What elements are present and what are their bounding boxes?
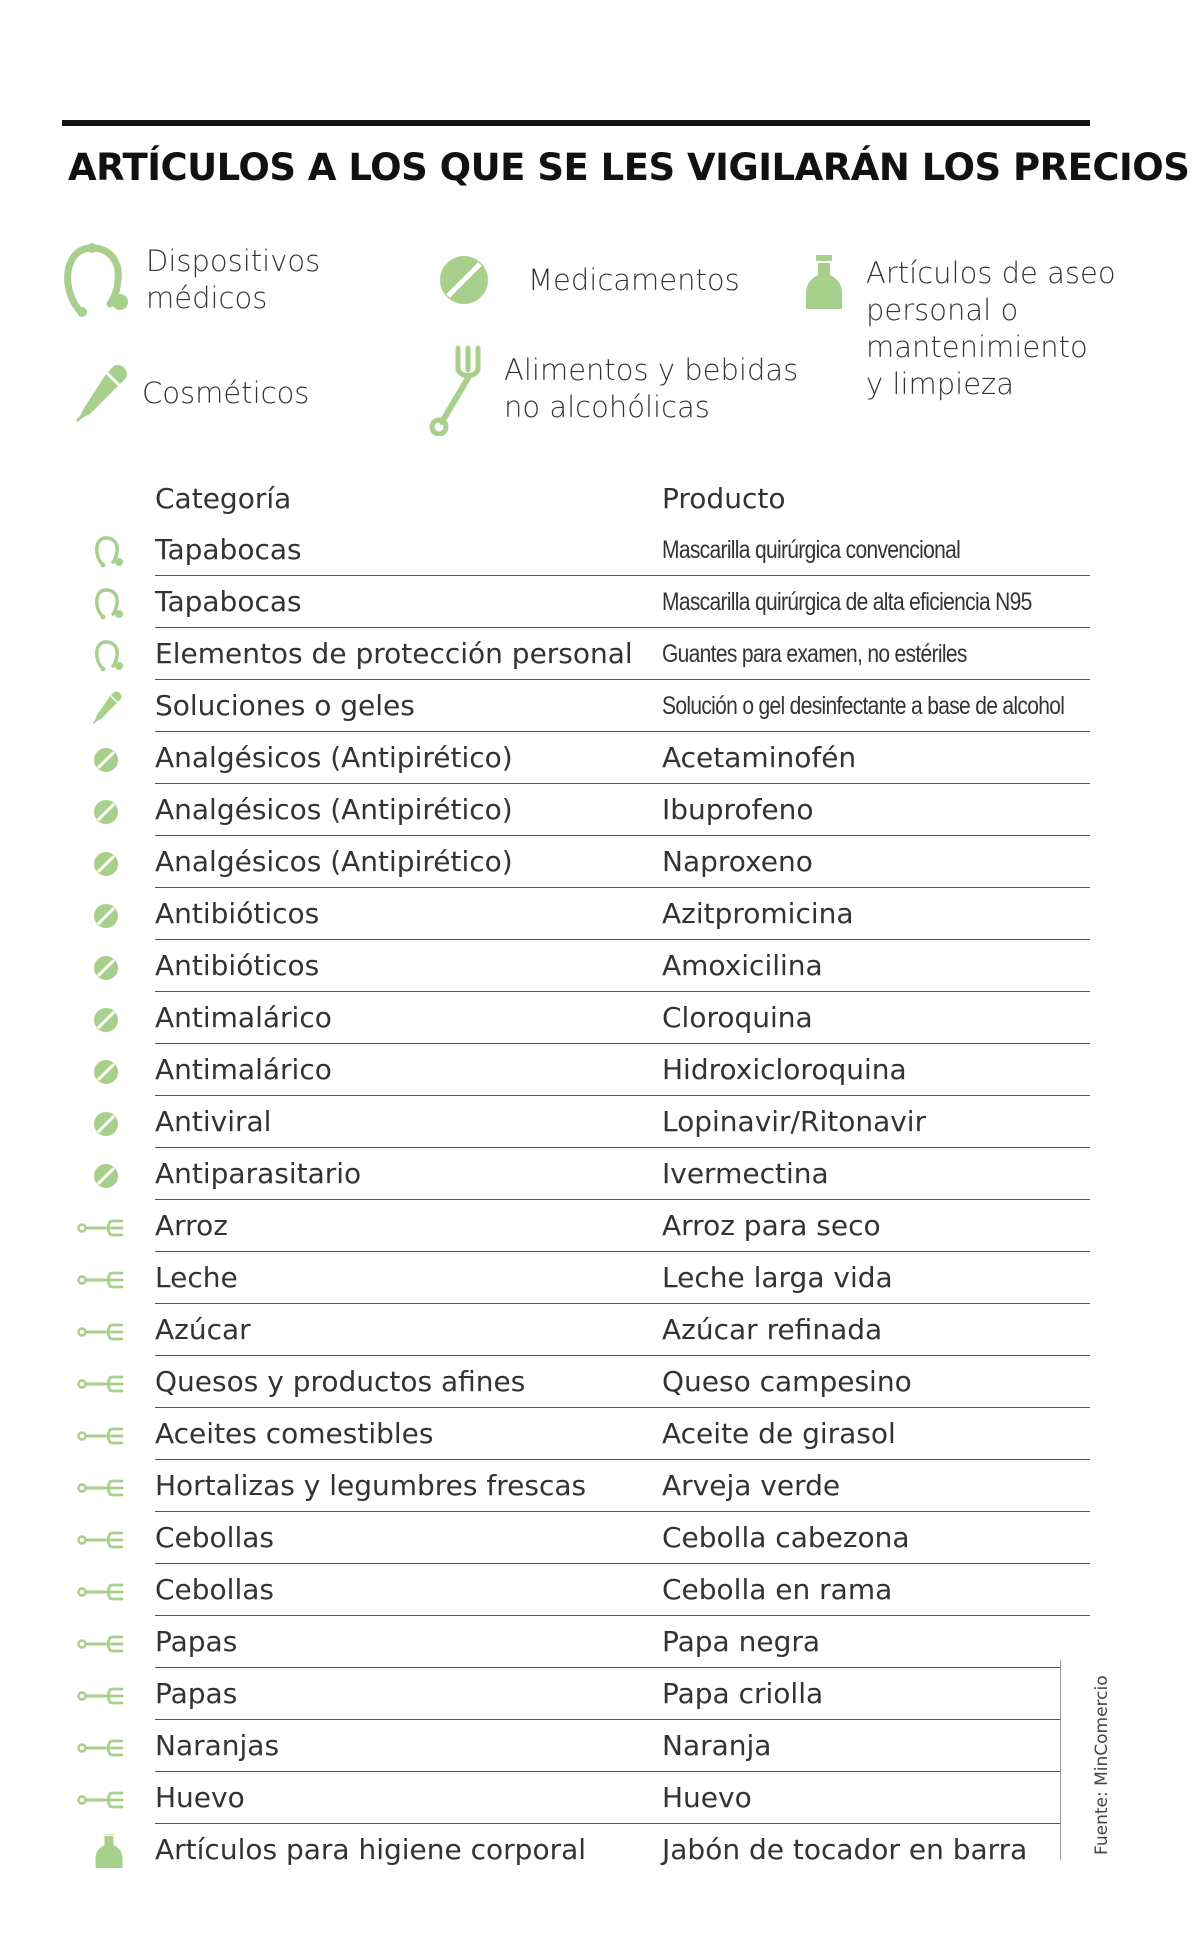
row-product: Acetaminofén <box>662 741 857 774</box>
fork-icon <box>76 1678 142 1712</box>
table-row <box>0 680 1200 732</box>
fork-icon <box>76 1730 142 1764</box>
row-product: Azúcar refinada <box>662 1313 883 1346</box>
pill-icon <box>76 1002 142 1036</box>
legend-label: Cosméticos <box>142 375 310 410</box>
table-row <box>0 784 1200 836</box>
row-product: Cebolla cabezona <box>662 1521 910 1554</box>
table-row <box>0 1668 1200 1720</box>
fork-icon <box>76 1782 142 1816</box>
row-product: Papa negra <box>662 1625 821 1658</box>
table-row <box>0 1460 1200 1512</box>
fork-icon <box>76 1366 142 1400</box>
source-divider <box>1060 1660 1061 1860</box>
pill-icon <box>76 1054 142 1088</box>
row-category: Analgésicos (Antipirético) <box>155 741 513 774</box>
row-product: Azitpromicina <box>662 897 854 930</box>
legend-item-dispositivos <box>60 240 320 320</box>
fork-icon <box>76 1470 142 1504</box>
row-category: Analgésicos (Antipirético) <box>155 845 513 878</box>
table-row <box>0 940 1200 992</box>
table-row <box>0 1252 1200 1304</box>
row-product: Mascarilla quirúrgica de alta eficiencia N95 <box>662 588 1032 616</box>
bottle-icon <box>76 1834 142 1868</box>
row-category: Cebollas <box>155 1573 274 1606</box>
row-product: Amoxicilina <box>662 949 823 982</box>
row-category: Hortalizas y legumbres frescas <box>155 1469 587 1502</box>
row-category: Quesos y productos afines <box>155 1365 526 1398</box>
table-row <box>0 576 1200 628</box>
row-product: Huevo <box>662 1781 752 1814</box>
row-category: Tapabocas <box>155 533 302 566</box>
fork-icon <box>76 1210 142 1244</box>
table-row <box>0 1408 1200 1460</box>
stethoscope-icon <box>60 240 134 320</box>
row-product: Cebolla en rama <box>662 1573 893 1606</box>
row-category: Elementos de protección personal <box>155 637 633 670</box>
table-row <box>0 732 1200 784</box>
legend-item-alimentos <box>424 342 798 436</box>
row-category: Analgésicos (Antipirético) <box>155 793 513 826</box>
table-header <box>0 474 1200 524</box>
table-row <box>0 1720 1200 1772</box>
table-row <box>0 1148 1200 1200</box>
row-product: Lopinavir/Ritonavir <box>662 1105 927 1138</box>
pill-icon <box>76 950 142 984</box>
legend-label: Alimentos y bebidas no alcohólicas <box>504 353 799 424</box>
table-row <box>0 1824 1200 1876</box>
row-category: Cebollas <box>155 1521 274 1554</box>
row-product: Arveja verde <box>662 1469 841 1502</box>
row-category: Antibióticos <box>155 897 320 930</box>
table-row <box>0 836 1200 888</box>
row-category: Antimalárico <box>155 1001 332 1034</box>
page-title: ARTÍCULOS A LOS QUE SE LES VIGILARÁN LOS PRECIOS <box>68 146 1190 189</box>
pill-icon <box>436 252 492 308</box>
pill-icon <box>76 794 142 828</box>
category-header: Categoría <box>155 482 292 515</box>
fork-icon <box>76 1522 142 1556</box>
table-row <box>0 1304 1200 1356</box>
pill-icon <box>76 898 142 932</box>
dropper-icon <box>74 362 130 424</box>
row-product: Guantes para examen, no estériles <box>662 640 967 668</box>
row-product: Naranja <box>662 1729 772 1762</box>
row-category: Papas <box>155 1625 238 1658</box>
table-row <box>0 1564 1200 1616</box>
source-note: Fuente: MinComercio <box>1092 1675 1112 1855</box>
row-category: Antiparasitario <box>155 1157 362 1190</box>
row-product: Jabón de tocador en barra <box>662 1833 1028 1866</box>
pill-icon <box>76 742 142 776</box>
row-product: Queso campesino <box>662 1365 912 1398</box>
table-row <box>0 1512 1200 1564</box>
row-product: Arroz para seco <box>662 1209 881 1242</box>
row-product: Leche larga vida <box>662 1261 893 1294</box>
row-category: Antiviral <box>155 1105 272 1138</box>
row-category: Papas <box>155 1677 238 1710</box>
row-product: Solución o gel desinfectante a base de alcohol <box>662 692 1065 720</box>
pill-icon <box>76 1158 142 1192</box>
table-row <box>0 1356 1200 1408</box>
price-table-rows <box>0 524 1200 1876</box>
fork-icon <box>76 1262 142 1296</box>
row-product: Ivermectina <box>662 1157 829 1190</box>
table-row <box>0 1044 1200 1096</box>
row-category: Azúcar <box>155 1313 251 1346</box>
table-row <box>0 628 1200 680</box>
row-category: Arroz <box>155 1209 228 1242</box>
stethoscope-icon <box>76 638 142 672</box>
legend-item-aseo <box>804 255 1116 403</box>
pill-icon <box>76 846 142 880</box>
legend-item-cosmeticos <box>74 362 309 424</box>
row-category: Antimalárico <box>155 1053 332 1086</box>
table-row <box>0 992 1200 1044</box>
row-category: Huevo <box>155 1781 245 1814</box>
fork-icon <box>76 1418 142 1452</box>
row-category: Soluciones o geles <box>155 689 415 722</box>
legend-label: Dispositivos médicos <box>146 244 321 315</box>
row-product: Naproxeno <box>662 845 813 878</box>
row-category: Naranjas <box>155 1729 280 1762</box>
product-header: Producto <box>662 482 786 515</box>
legend-item-medicamentos <box>436 252 740 308</box>
pill-icon <box>76 1106 142 1140</box>
table-row <box>0 1616 1200 1668</box>
table-row <box>0 888 1200 940</box>
row-product: Cloroquina <box>662 1001 813 1034</box>
legend-label: Medicamentos <box>528 262 740 297</box>
row-category: Aceites comestibles <box>155 1417 434 1450</box>
fork-icon <box>76 1574 142 1608</box>
table-row <box>0 1096 1200 1148</box>
row-product: Aceite de girasol <box>662 1417 896 1450</box>
stethoscope-icon <box>76 586 142 620</box>
row-product: Mascarilla quirúrgica convencional <box>662 536 961 564</box>
legend-label: Artículos de aseo personal o mantenimiento y limpieza <box>866 256 1116 401</box>
table-row <box>0 1200 1200 1252</box>
table-row <box>0 524 1200 576</box>
row-product: Hidroxicloroquina <box>662 1053 907 1086</box>
top-rule <box>62 120 1090 126</box>
row-category: Artículos para higiene corporal <box>155 1833 587 1866</box>
table-row <box>0 1772 1200 1824</box>
row-product: Papa criolla <box>662 1677 824 1710</box>
dropper-icon <box>76 690 142 724</box>
fork-icon <box>76 1626 142 1660</box>
row-product: Ibuprofeno <box>662 793 814 826</box>
bottle-icon <box>804 255 844 311</box>
fork-icon <box>424 342 490 436</box>
row-category: Antibióticos <box>155 949 320 982</box>
row-category: Tapabocas <box>155 585 302 618</box>
row-category: Leche <box>155 1261 238 1294</box>
fork-icon <box>76 1314 142 1348</box>
stethoscope-icon <box>76 534 142 568</box>
